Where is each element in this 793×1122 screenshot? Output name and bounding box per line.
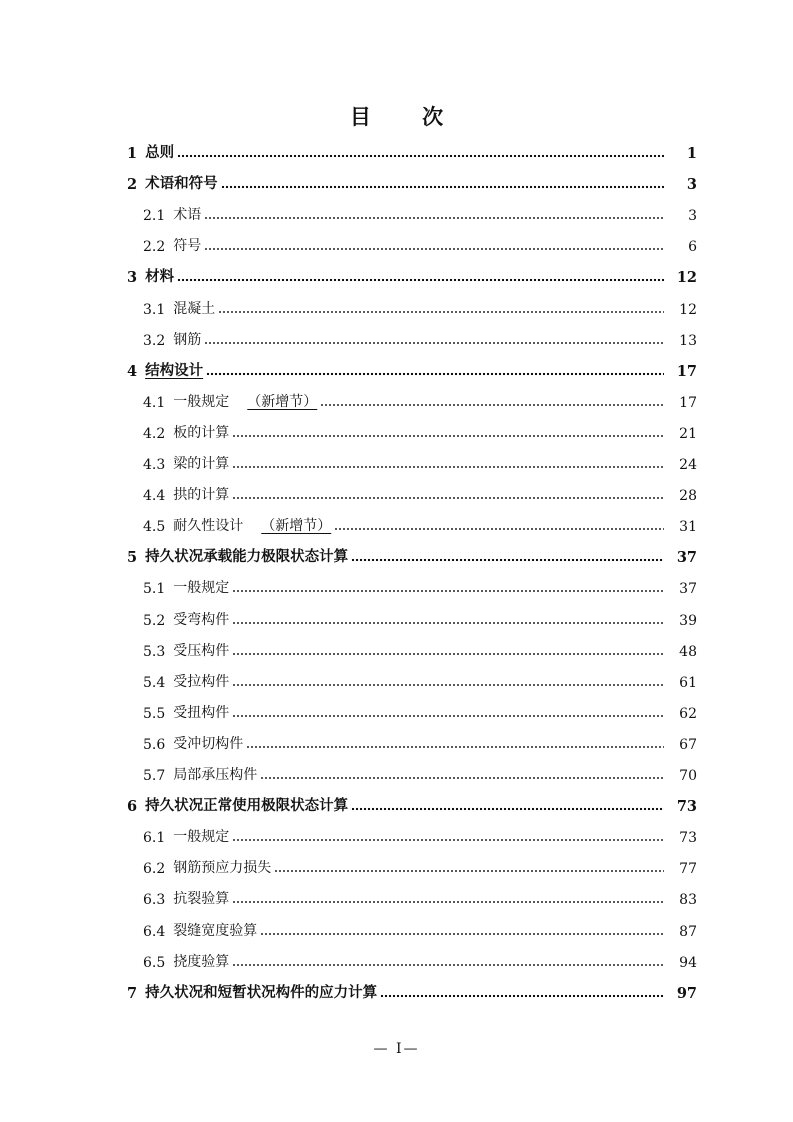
toc-section-entry[interactable]: [0, 729, 793, 759]
toc-entry-page: 37: [676, 549, 697, 567]
toc-section-entry[interactable]: [0, 418, 793, 448]
toc-entry-title: 局部承压构件: [173, 767, 258, 783]
toc-dot-leader: [274, 869, 664, 873]
toc-entry-number: 3.2: [143, 332, 166, 349]
page-number-footer: — I—: [373, 1041, 420, 1057]
toc-dot-leader: [232, 683, 664, 687]
toc-section-entry[interactable]: [0, 947, 793, 977]
toc-entry-title: 受弯构件: [173, 611, 230, 628]
toc-dot-leader: [260, 932, 664, 936]
toc-entry-number: 5.5: [143, 705, 166, 722]
toc-entry-number: 5.7: [143, 768, 166, 784]
toc-dot-leader: [232, 496, 664, 500]
toc-entry-number: 5.3: [143, 643, 166, 660]
toc-entry-number: 3.1: [143, 301, 166, 318]
toc-section-entry[interactable]: [0, 822, 793, 852]
toc-dot-leader: [204, 341, 664, 345]
toc-dot-leader: [206, 372, 664, 376]
toc-entry-page: 77: [679, 861, 697, 878]
toc-entry-page: 31: [679, 519, 697, 536]
toc-entry-page: 24: [679, 457, 697, 473]
toc-dot-leader: [232, 963, 664, 967]
toc-entry-title: 一般规定: [173, 393, 230, 410]
toc-entry-title: 持久状况正常使用极限状态计算: [145, 797, 349, 815]
toc-chapter-entry[interactable]: [0, 169, 793, 199]
toc-entry-title: 混凝土: [173, 300, 216, 317]
toc-entry-page: 37: [679, 581, 697, 598]
toc-section-entry[interactable]: [0, 480, 793, 510]
toc-entry-title: 裂缝宽度验算: [173, 922, 258, 939]
toc-chapter-entry[interactable]: [0, 542, 793, 572]
toc-dot-leader: [260, 776, 664, 780]
toc-entry-number: 2: [127, 176, 138, 194]
toc-section-entry[interactable]: [0, 200, 793, 230]
toc-entry-number: 6.1: [143, 830, 166, 847]
toc-dot-leader: [221, 185, 664, 189]
toc-entry-number: 6: [127, 798, 138, 816]
toc-section-entry[interactable]: [0, 698, 793, 728]
toc-entry-page: 94: [679, 954, 697, 971]
toc-entry-page: 17: [679, 394, 697, 411]
toc-section-entry[interactable]: [0, 667, 793, 697]
toc-dot-leader: [232, 621, 664, 625]
toc-entry-title: 术语和符号: [145, 175, 218, 193]
toc-entry-number: 2.2: [143, 239, 166, 256]
toc-entry-number: 4.2: [143, 425, 166, 442]
toc-entry-page: 12: [679, 301, 697, 318]
toc-entry-number: 5: [127, 549, 138, 567]
toc-chapter-entry[interactable]: [0, 356, 793, 386]
toc-entry-title: 总则: [145, 144, 175, 161]
toc-dot-leader: [232, 465, 664, 469]
toc-entry-note: （新增节）: [261, 518, 332, 535]
toc-entry-number: 4: [127, 362, 138, 380]
toc-entry-number: 6.4: [143, 923, 166, 940]
toc-entry-number: 4.3: [143, 457, 166, 473]
toc-entry-page: 73: [679, 830, 697, 847]
toc-entry-page: 3: [686, 176, 697, 194]
toc-section-entry[interactable]: [0, 760, 793, 790]
toc-section-entry[interactable]: [0, 294, 793, 324]
toc-dot-leader: [177, 278, 664, 282]
toc-entry-title: 符号: [173, 238, 202, 255]
toc-entry-page: 73: [676, 798, 697, 816]
toc-dot-leader: [177, 154, 664, 158]
toc-entry-number: 1: [127, 145, 138, 162]
toc-entry-page: 3: [688, 208, 697, 225]
toc-entry-note: （新增节）: [247, 393, 318, 410]
toc-dot-leader: [232, 434, 664, 438]
toc-entry-title: 材料: [145, 268, 175, 286]
toc-entry-number: 6.3: [143, 892, 166, 909]
toc-section-entry[interactable]: [0, 387, 793, 417]
toc-entry-title: 挠度验算: [173, 953, 230, 970]
toc-entry-page: 67: [679, 736, 697, 753]
toc-entry-number: 6.2: [143, 861, 166, 878]
toc-dot-leader: [204, 247, 664, 251]
toc-chapter-entry[interactable]: [0, 138, 793, 168]
toc-entry-number: 7: [127, 984, 138, 1002]
toc-entry-page: 97: [676, 984, 697, 1002]
toc-section-entry[interactable]: [0, 853, 793, 883]
toc-entry-page: 61: [679, 674, 697, 691]
toc-entry-title: 一般规定: [173, 580, 230, 597]
page-title: 目 次: [349, 104, 466, 129]
toc-dot-leader: [232, 838, 664, 842]
toc-dot-leader: [232, 900, 664, 904]
toc-entry-title: 抗裂验算: [173, 891, 230, 908]
toc-entry-page: 1: [686, 145, 697, 162]
toc-entry-number: 3: [127, 269, 138, 287]
toc-entry-title: 受压构件: [173, 642, 230, 659]
toc-dot-leader: [246, 745, 664, 749]
toc-entry-page: 6: [688, 239, 697, 256]
toc-dot-leader: [334, 527, 664, 531]
toc-entry-title: 钢筋: [173, 331, 202, 348]
toc-entry-page: 70: [679, 768, 697, 784]
toc-entry-title: 钢筋预应力损失: [173, 860, 272, 877]
toc-entry-page: 39: [679, 612, 697, 629]
toc-entry-title: 受拉构件: [173, 673, 230, 690]
toc-chapter-entry[interactable]: [0, 262, 793, 292]
toc-entry-title: 受扭构件: [173, 704, 230, 721]
toc-entry-title: 一般规定: [173, 829, 230, 846]
toc-entry-page: 28: [679, 488, 697, 505]
toc-entry-page: 87: [679, 923, 697, 940]
toc-chapter-entry[interactable]: [0, 978, 793, 1008]
toc-entry-page: 21: [679, 425, 697, 442]
toc-entry-number: 4.1: [143, 394, 166, 411]
toc-section-entry[interactable]: [0, 605, 793, 635]
toc-section-entry[interactable]: [0, 231, 793, 261]
toc-entry-number: 4.4: [143, 488, 166, 505]
toc-section-entry[interactable]: [0, 511, 793, 541]
toc-section-entry[interactable]: [0, 916, 793, 946]
toc-entry-number: 4.5: [143, 519, 166, 536]
toc-entry-title: 拱的计算: [173, 487, 230, 504]
toc-entry-page: 48: [679, 643, 697, 660]
toc-entry-title: 术语: [173, 207, 202, 224]
toc-dot-leader: [204, 216, 664, 220]
toc-entry-page: 13: [679, 332, 697, 349]
toc-entry-title: 梁的计算: [173, 456, 230, 472]
toc-dot-leader: [232, 589, 664, 593]
toc-section-entry[interactable]: [0, 325, 793, 355]
toc-entry-title: 结构设计: [145, 361, 204, 379]
toc-entry-title: 受冲切构件: [173, 735, 244, 752]
toc-section-entry[interactable]: [0, 449, 793, 479]
toc-entry-number: 5.6: [143, 736, 166, 753]
toc-entry-title: 持久状况承载能力极限状态计算: [145, 548, 349, 566]
toc-dot-leader: [351, 558, 664, 562]
toc-dot-leader: [351, 807, 664, 811]
toc-entry-page: 83: [679, 892, 697, 909]
toc-section-entry[interactable]: [0, 636, 793, 666]
toc-entry-number: 5.4: [143, 674, 166, 691]
toc-dot-leader: [232, 652, 664, 656]
toc-dot-leader: [380, 994, 664, 998]
toc-entry-number: 5.1: [143, 581, 166, 598]
toc-section-entry[interactable]: [0, 573, 793, 603]
toc-chapter-entry[interactable]: [0, 791, 793, 821]
toc-dot-leader: [218, 310, 664, 314]
toc-dot-leader: [232, 714, 664, 718]
toc-entry-page: 12: [676, 269, 697, 287]
toc-entry-number: 6.5: [143, 954, 166, 971]
toc-dot-leader: [320, 403, 664, 407]
toc-section-entry[interactable]: [0, 884, 793, 914]
toc-entry-number: 2.1: [143, 208, 166, 225]
toc-entry-title: 持久状况和短暂状况构件的应力计算: [145, 983, 378, 1001]
toc-entry-number: 5.2: [143, 612, 166, 629]
toc-entry-title: 板的计算: [173, 424, 230, 441]
toc-entry-page: 62: [679, 705, 697, 722]
toc-entry-page: 17: [676, 362, 697, 380]
toc-entry-title: 耐久性设计: [173, 518, 244, 535]
